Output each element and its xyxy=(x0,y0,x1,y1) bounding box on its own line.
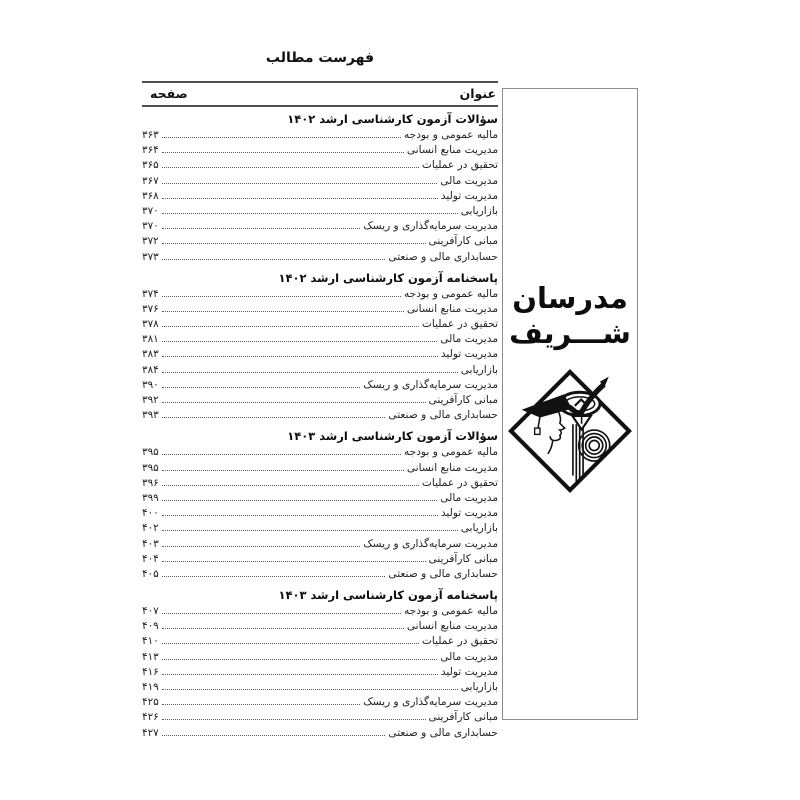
toc-item-page: ۳۹۶ xyxy=(142,476,159,489)
toc-item xyxy=(142,364,498,379)
dotted-leader xyxy=(162,241,426,244)
toc-item-label: تحقیق در عملیات xyxy=(421,635,498,648)
toc-item-label: مدیریت تولید xyxy=(440,348,498,361)
dotted-leader xyxy=(162,717,426,720)
toc-item xyxy=(142,235,498,250)
toc-item-label: مدیریت مالی xyxy=(440,650,498,663)
toc-item-label: مدیریت مالی xyxy=(440,174,498,187)
toc-item-label: مدیریت تولید xyxy=(440,189,498,202)
toc-item-label: بازاریابی xyxy=(460,363,498,376)
toc-item xyxy=(142,666,498,681)
toc-item-page: ۳۷۸ xyxy=(142,318,159,331)
toc-item-page: ۴۲۶ xyxy=(142,711,159,724)
toc-item-page: ۴۰۲ xyxy=(142,522,159,535)
toc-item-page: ۳۹۲ xyxy=(142,394,159,406)
dotted-leader xyxy=(162,626,404,629)
section-rows xyxy=(142,129,498,266)
toc-item-label: مدیریت تولید xyxy=(440,507,498,520)
toc-item-label: مبانی کارآفرینی xyxy=(428,552,498,565)
brand-name-line2: شـــریف xyxy=(509,315,631,350)
toc-item-label: بازاریابی xyxy=(460,522,498,535)
toc-item-page: ۴۱۳ xyxy=(142,650,159,663)
toc-section xyxy=(142,112,498,266)
publisher-sidebar xyxy=(502,88,638,720)
dotted-leader xyxy=(162,611,401,614)
table-header-row xyxy=(142,81,498,107)
dotted-leader xyxy=(162,657,438,660)
toc-item-label: مدیریت سرمایه‌گذاری و ریسک xyxy=(363,378,498,391)
toc-item-page: ۳۷۳ xyxy=(142,250,159,263)
dotted-leader xyxy=(162,559,426,562)
toc-item xyxy=(142,711,498,726)
dotted-leader xyxy=(162,468,404,471)
dotted-leader xyxy=(162,309,404,312)
toc-item-page: ۳۹۳ xyxy=(142,409,159,422)
toc-item-page: ۳۶۸ xyxy=(142,189,159,202)
toc-item-page: ۳۷۰ xyxy=(142,204,159,217)
toc-item-page: ۴۲۷ xyxy=(142,726,159,739)
toc-item-page: ۳۷۶ xyxy=(142,302,159,315)
dotted-leader xyxy=(162,528,458,531)
toc-section xyxy=(142,271,498,425)
toc-item-page: ۳۶۷ xyxy=(142,174,159,187)
toc-item-page: ۴۰۷ xyxy=(142,605,159,618)
toc-item-page: ۳۶۴ xyxy=(142,144,159,157)
toc-item-label: حسابداری مالی و صنعتی xyxy=(388,409,498,422)
toc-item-label: مدیریت تولید xyxy=(440,665,498,678)
toc-item-label: مالیه عمومی و بودجه xyxy=(403,287,498,300)
toc-item xyxy=(142,477,498,492)
toc-item-label: مالیه عمومی و بودجه xyxy=(403,605,498,618)
dotted-leader xyxy=(162,513,438,516)
dotted-leader xyxy=(162,294,401,297)
toc-item-page: ۳۷۰ xyxy=(142,220,159,233)
toc-item-label: مدیریت سرمایه‌گذاری و ریسک xyxy=(363,220,498,233)
toc-item xyxy=(142,727,498,742)
dotted-leader xyxy=(162,574,386,577)
toc-content xyxy=(142,50,498,742)
toc-item-page: ۳۸۱ xyxy=(142,333,159,346)
toc-item-label: مبانی کارآفرینی xyxy=(428,711,498,724)
diamond-outline xyxy=(511,372,629,490)
toc-item-page: ۴۰۴ xyxy=(142,552,159,565)
toc-item-label: حسابداری مالی و صنعتی xyxy=(388,567,498,580)
toc-item-label: بازاریابی xyxy=(460,681,498,693)
toc-item-label: مالیه عمومی و بودجه xyxy=(403,129,498,141)
dotted-leader xyxy=(162,385,360,388)
toc-item-label: مبانی کارآفرینی xyxy=(428,394,498,406)
toc-item-label: تحقیق در عملیات xyxy=(421,318,498,331)
toc-item xyxy=(142,522,498,537)
toc-item xyxy=(142,553,498,568)
toc-item xyxy=(142,159,498,174)
dotted-leader xyxy=(162,370,458,373)
dotted-leader xyxy=(162,672,438,675)
dotted-leader xyxy=(162,702,360,705)
toc-item-label: مبانی کارآفرینی xyxy=(428,235,498,248)
section-heading: پاسخنامه آزمون کارشناسی ارشد ۱۴۰۲ xyxy=(278,270,498,285)
section-rows xyxy=(142,446,498,583)
toc-item-page: ۳۸۳ xyxy=(142,348,159,361)
toc-item-page: ۴۰۳ xyxy=(142,537,159,550)
toc-item xyxy=(142,348,498,363)
toc-item xyxy=(142,651,498,666)
brand-name-line1: مدرسان xyxy=(512,281,628,315)
toc-item-label: مدیریت مالی xyxy=(440,333,498,346)
toc-item-page: ۴۱۰ xyxy=(142,635,159,648)
dotted-leader xyxy=(162,483,419,486)
dotted-leader xyxy=(162,687,458,690)
toc-item xyxy=(142,635,498,650)
toc-sections xyxy=(142,112,498,742)
dotted-leader xyxy=(162,181,438,184)
toc-item-label: حسابداری مالی و صنعتی xyxy=(388,250,498,263)
toc-item xyxy=(142,129,498,144)
toc-item xyxy=(142,446,498,461)
toc-item xyxy=(142,681,498,696)
dotted-leader xyxy=(162,733,386,736)
toc-item-page: ۳۷۲ xyxy=(142,235,159,248)
header-title-column: عنوان xyxy=(459,86,496,101)
dotted-leader xyxy=(162,226,360,229)
toc-item-page: ۳۶۵ xyxy=(142,159,159,172)
section-heading: سؤالات آزمون کارشناسی ارشد ۱۴۰۲ xyxy=(287,112,498,126)
dotted-leader xyxy=(162,150,404,153)
toc-item-page: ۴۲۵ xyxy=(142,696,159,709)
dotted-leader xyxy=(162,498,438,501)
toc-item-page: ۴۱۹ xyxy=(142,681,159,693)
dotted-leader xyxy=(162,165,419,168)
toc-item xyxy=(142,175,498,190)
toc-item-label: تحقیق در عملیات xyxy=(421,476,498,489)
section-heading: پاسخنامه آزمون کارشناسی ارشد ۱۴۰۳ xyxy=(278,588,498,603)
toc-item-label: مدیریت منابع انسانی xyxy=(406,144,498,157)
dotted-leader xyxy=(162,196,438,199)
toc-item xyxy=(142,220,498,235)
toc-item xyxy=(142,462,498,477)
dotted-leader xyxy=(162,544,360,547)
toc-section xyxy=(142,588,498,742)
header-page-column: صفحه xyxy=(150,86,188,101)
dotted-leader xyxy=(162,339,438,342)
toc-item-page: ۳۷۴ xyxy=(142,287,159,300)
toc-item-label: حسابداری مالی و صنعتی xyxy=(388,726,498,739)
dotted-leader xyxy=(162,400,426,403)
toc-item xyxy=(142,144,498,159)
toc-item-label: مدیریت سرمایه‌گذاری و ریسک xyxy=(363,696,498,709)
toc-item-page: ۳۹۵ xyxy=(142,446,159,459)
toc-item-label: مدیریت مالی xyxy=(440,491,498,504)
toc-item xyxy=(142,205,498,220)
toc-item-page: ۳۹۵ xyxy=(142,461,159,474)
toc-item-page: ۳۹۹ xyxy=(142,491,159,504)
toc-item xyxy=(142,318,498,333)
toc-item-page: ۴۱۶ xyxy=(142,665,159,678)
publisher-logo-icon xyxy=(508,369,632,493)
toc-item xyxy=(142,507,498,522)
toc-item-label: بازاریابی xyxy=(460,204,498,217)
toc-item-page: ۴۰۰ xyxy=(142,507,159,520)
toc-item-label: مدیریت منابع انسانی xyxy=(406,620,498,633)
toc-item xyxy=(142,620,498,635)
toc-item xyxy=(142,568,498,583)
publisher-brand-name xyxy=(503,281,637,351)
toc-item xyxy=(142,409,498,424)
toc-section xyxy=(142,429,498,583)
toc-item-label: مدیریت منابع انسانی xyxy=(406,302,498,315)
toc-item xyxy=(142,394,498,409)
toc-item xyxy=(142,303,498,318)
page-title: فهرست مطالب xyxy=(265,50,375,66)
toc-item xyxy=(142,492,498,507)
toc-item-label: تحقیق در عملیات xyxy=(421,159,498,172)
toc-item xyxy=(142,190,498,205)
toc-item-label: مالیه عمومی و بودجه xyxy=(403,446,498,459)
toc-item xyxy=(142,538,498,553)
toc-item-page: ۴۰۹ xyxy=(142,620,159,633)
dotted-leader xyxy=(162,354,438,357)
dotted-leader xyxy=(162,135,401,138)
toc-item xyxy=(142,333,498,348)
toc-item-page: ۳۹۰ xyxy=(142,378,159,391)
toc-item-page: ۳۸۴ xyxy=(142,363,159,376)
dotted-leader xyxy=(162,211,458,214)
dotted-leader xyxy=(162,641,419,644)
toc-item-page: ۳۶۳ xyxy=(142,129,159,141)
dotted-leader xyxy=(162,415,386,418)
toc-item-label: مدیریت منابع انسانی xyxy=(406,461,498,474)
section-rows xyxy=(142,288,498,425)
toc-item xyxy=(142,251,498,266)
toc-item-page: ۴۰۵ xyxy=(142,567,159,580)
dotted-leader xyxy=(162,324,419,327)
toc-item-label: مدیریت سرمایه‌گذاری و ریسک xyxy=(363,537,498,550)
toc-item xyxy=(142,696,498,711)
section-rows xyxy=(142,605,498,742)
toc-item xyxy=(142,379,498,394)
toc-item xyxy=(142,288,498,303)
toc-item xyxy=(142,605,498,620)
dotted-leader xyxy=(162,257,386,260)
section-heading: سؤالات آزمون کارشناسی ارشد ۱۴۰۳ xyxy=(287,429,498,444)
dotted-leader xyxy=(162,452,401,455)
